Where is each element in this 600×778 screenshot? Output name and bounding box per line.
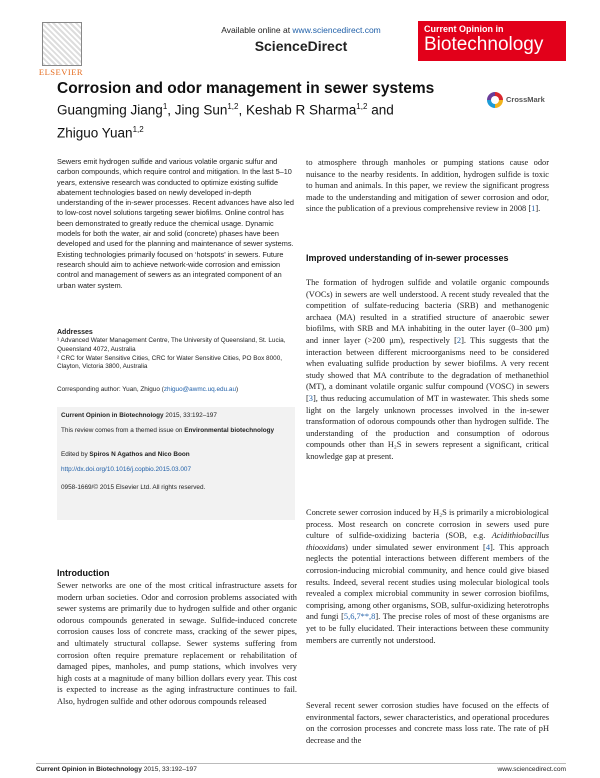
affiliation-mark: 1,2 — [132, 124, 144, 134]
footer-journal: Current Opinion in Biotechnology — [36, 766, 142, 773]
text: ], thus reducing accumulation of MT in wastewater. This sheds some light on the largely unknown processes involved in the in-sewer transformation of odorous compounds other than hydrogen sulfide. The understanding of the production and consumption of odorous compounds other than H₂S in sewers represent a significant, critical knowledge gap at present. — [306, 393, 549, 461]
introduction-heading: Introduction — [57, 568, 110, 578]
author-list: Guangming Jiang$^1$, Jing Sun$^{1,2}$, Keshab R Sharma$^{1,2}$ and Zhiguo Yuan$^{1,2}$ — [57, 102, 394, 140]
available-online — [156, 25, 446, 35]
address-2: ² CRC for Water Sensitive Cities, CRC for Water Sensitive Cities, PO Box 8000, Clayton, Victoria 3800, Australia — [57, 354, 283, 371]
corr-email-link[interactable]: zhiguo@awmc.uq.edu.au — [163, 386, 237, 393]
info-edited-prefix: Edited by — [61, 451, 90, 458]
available-prefix: Available online at — [221, 25, 293, 35]
elsevier-wordmark: ELSEVIER — [38, 67, 84, 77]
info-citation-detail: 2015, 33:192–197 — [163, 412, 217, 419]
author: Jing Sun — [174, 102, 228, 118]
doi-link[interactable]: http://dx.doi.org/10.1016/j.copbio.2015.03.007 — [61, 466, 192, 473]
article-title: Corrosion and odor management in sewer systems — [57, 80, 435, 97]
crossmark-badge[interactable] — [487, 92, 547, 110]
author: Guangming Jiang — [57, 102, 163, 118]
affiliation-mark: 1,2 — [227, 102, 239, 111]
elsevier-logo — [36, 22, 86, 78]
text: ) under simulated sewer environment [ — [345, 542, 486, 552]
citation-link[interactable]: 3 — [308, 393, 313, 403]
corr-prefix: Corresponding author: Yuan, Zhiguo ( — [57, 386, 164, 393]
footer-citation — [36, 766, 197, 773]
text: ]. The precise roles of most of these organisms are yet to be fully elucidated. Their interactions between these community members are currently not understood. — [306, 612, 550, 645]
right-paragraph-4: Several recent sewer corrosion studies have focused on the effects of environmental factors, sewer characteristics, and operational procedures on the corrosion processes and concrete mass loss rate. The rate of pH decrease and the — [306, 701, 549, 745]
elsevier-tree-icon — [42, 22, 82, 66]
right-paragraph-3 — [306, 507, 549, 646]
affiliation-mark: 1 — [162, 102, 168, 111]
info-theme-prefix: This review comes from a themed issue on — [61, 427, 185, 434]
article-info-box — [57, 407, 295, 520]
citation-link[interactable]: 4 — [485, 542, 491, 552]
text: ]. This suggests that the interaction between different microorganisms need to be considered when evaluating sulfide production by sewer biofilms. A very recent study showed that MA contribute to the degradation of methanethiol (MT), a dominant volatile organic sulfur compound (VOSC) in sewers [ — [306, 335, 550, 403]
text: ]. — [535, 204, 541, 214]
author-and: and — [371, 102, 394, 118]
citation-link[interactable]: 1 — [531, 204, 536, 214]
abstract: Sewers emit hydrogen sulfide and various volatile organic sulfur and carbon compounds, which require control and mitigation. In the last 5–10 years, extensive research was conducted to optimize existing sulfide abatement technologies based on newly developed in-depth understanding of the in-sewer processes. Recent advances have also led to low-cost novel solutions targeting sewer biofilms. Online control has been demonstrated to greatly reduce the chemical usage. Dynamic models for both the water, air and solid (concrete) phases have been developed and used for the planning and maintenance of sewer systems. Existing technologies primarily focused on ‘hotspots’ in sewers. Future research should aim to achieve network-wide corrosion and emission control and management of sewers as an integrated component of an urban water system. — [57, 157, 294, 290]
affiliation-mark: 1,2 — [356, 102, 368, 111]
footer-divider — [36, 763, 566, 764]
info-theme-name: Environmental biotechnology — [184, 427, 275, 434]
text: to atmosphere through manholes or pumping stations cause odor nuisance to the nearby residents. In addition, hydrogen sulfide is toxic to human and animals. In this paper, we review the significant progress made to the understanding and mitigation of sewer corrosion and odor, since the publication of a previous comprehensive review in 2008 [ — [306, 158, 549, 214]
sciencedirect-brand: ScienceDirect — [254, 38, 348, 54]
journal-banner-line2: Biotechnology — [424, 34, 544, 55]
citation-link[interactable]: 2 — [456, 335, 462, 345]
text: Concrete sewer corrosion induced by H₂S is primarily a microbiological process. Most research on concrete corrosion in sewers used pure culture of sulfide-oxidizing bacteria (SOB, e.g. — [306, 508, 549, 541]
corresponding-author — [57, 386, 297, 393]
corr-suffix: ) — [236, 386, 239, 393]
footer-site: www.sciencedirect.com — [497, 766, 566, 773]
addresses-heading: Addresses — [57, 329, 93, 336]
right-paragraph-1 — [306, 157, 549, 215]
species-name: Acidithiobacillus thiooxidans — [306, 531, 549, 552]
journal-banner-line1: Current Opinion in — [424, 24, 504, 34]
text: The formation of hydrogen sulfide and volatile organic compounds (VOCs) in sewers are well understood. A recent study revealed that the competition of sulfate-reducing bacteria (SRB) and methanogenic archaea (MA) resulted in a stratified structure of anaerobic sewer biofilms, with SRB and MA inhabiting in the outer layer (0–300 μm) and inner layer (>200 μm), respectively [ — [306, 278, 549, 345]
footer-citation-detail: 2015, 33:192–197 — [141, 766, 197, 773]
author: Keshab R Sharma — [245, 102, 357, 118]
introduction-text: Sewer networks are one of the most critical infrastructure assets for modern urban societies. Odor and corrosion problems associated with sewer systems are primarily due to hydrogen sulfide and other organic odorous compounds generated in sewage. Sulfide-induced concrete corrosion causes loss of concrete mass, cracking of the sewer pipes, and ultimately structural collapse. Sewer systems suffering from corrosion often require premature replacement or rehabilitation of damaged pipes, manholes, and pump stations, which involves very high costs at a magnitude of many billion dollars every year. This cost is expected to increase as the aging infrastructure continues to fail. Also, hydrogen sulfide and other odorous compounds released — [57, 581, 297, 706]
address-1: ¹ Advanced Water Management Centre, The University of Queensland, St. Lucia, Queensland 4072, Australia — [57, 337, 286, 353]
journal-banner — [418, 21, 566, 61]
crossmark-icon — [487, 92, 503, 108]
info-editor-names: Spiros N Agathos and Nico Boon — [89, 451, 190, 458]
info-journal: Current Opinion in Biotechnology — [61, 412, 164, 419]
info-theme — [61, 426, 291, 435]
citation-link[interactable]: 5,6,7**,8 — [343, 612, 376, 622]
right-paragraph-2 — [306, 277, 549, 463]
info-editors — [61, 450, 291, 459]
info-citation — [61, 411, 291, 420]
section-heading: Improved understanding of in-sewer processes — [306, 253, 509, 263]
text: ]. This approach neglects the potential interactions between different members of the corrosion-inducing microbial community, and hence could give biased results. Indeed, several recent studies using molecular biological tools revealed a complex microbial community in sewer corrosion biofilms, comprising, among other organisms, SOB, sulfur-oxidizing heterotrophs and fungi [ — [306, 542, 549, 622]
sciencedirect-link[interactable]: www.sciencedirect.com — [292, 25, 381, 35]
addresses — [57, 337, 297, 372]
author: Zhiguo Yuan — [57, 125, 133, 140]
info-doi — [61, 465, 291, 474]
crossmark-label: CrossMark — [506, 95, 545, 104]
info-issn: 0958-1669/© 2015 Elsevier Ltd. All rights reserved. — [61, 484, 206, 491]
